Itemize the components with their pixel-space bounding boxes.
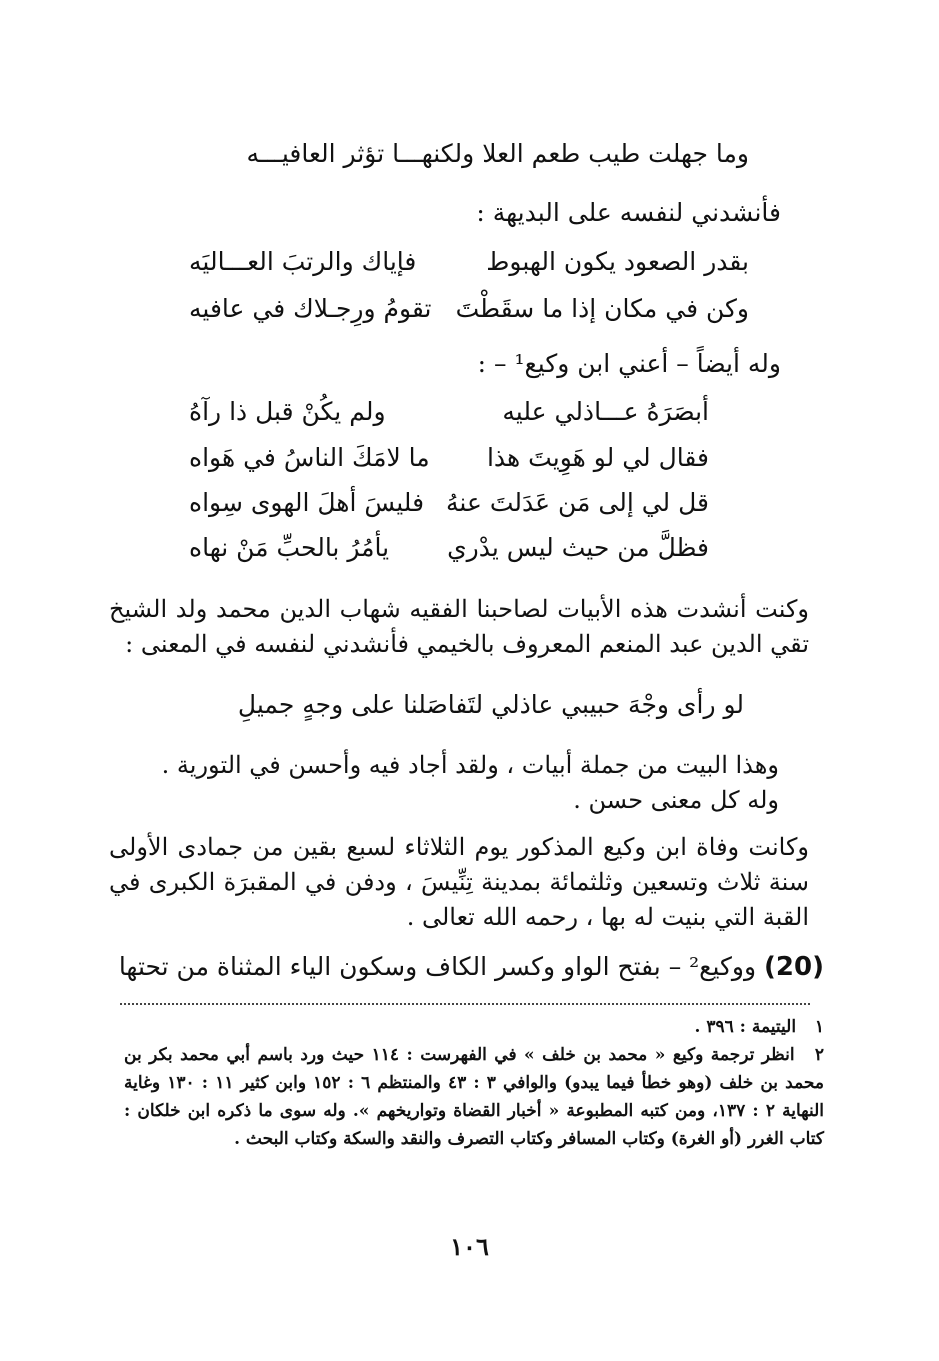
entry-number: (20) [764,952,824,982]
verse-hemistich-second: تقومُ ورِجـلاك في عافيه [189,294,432,323]
footnote-text: اليتيمة : ٣٩٦ . [694,1017,797,1037]
verse-hemistich-first: بقدر الصعود يكون الهبوط [486,247,749,276]
text-line: وله أيضاً – أعني ابن وكيع¹ – : [477,349,781,378]
verse-hemistich-first: وكن في مكان إذا ما سقَطْتَ [455,294,749,323]
paragraph: وكانت وفاة ابن وكيع المذكور يوم الثلاثاء لسبع بقين من جمادى الأولى سنة ثلاث وتسعين وثلثمائة بمدينة تِنِّيسَ ، ودفن في المقبرَة الكبرى في القبة التي بنيت له بها ، رحمه الله تعالى . [109,833,810,931]
verse-hemistich-second: فليسَ أهلَ الهوى سِواه [189,488,425,517]
verse [189,291,749,327]
footnote [124,1041,824,1153]
verse [189,440,709,476]
verse-hemistich-second: فإياك والرتبَ العـــاليَه [189,247,417,276]
verse-hemistich-second: ما لامَكَ الناسُ في هَواه [189,443,430,472]
footnote-number: ٢ [814,1045,825,1065]
verse-hemistich-second: يأمُرُ بالحبِّ مَنْ نهاه [189,533,390,562]
footnotes [124,1013,824,1153]
footnote [124,1013,824,1041]
verse [189,244,749,280]
text-line: فأنشدني لنفسه على البديهة : [476,198,781,227]
verse [189,530,709,566]
footnote-text: انظر ترجمة وكيع « محمد بن خلف » في الفهرست : ١١٤ حيث ورد باسم أبي محمد بكر بن محمد بن خلف (وهو خطأ فيما يبدو) والوافي ٣ : ٤٣ والمنتظم ٦ : ١٥٢ وابن كثير ١١ : ١٣٠ وغاية النهاية ٢ : ١٣٧، ومن كتبه المطبوعة « أخبار القضاة وتواريخهم ». وله سوى ما ذكره ابن خلكان : كتاب الغرر (أو الغرة) وكتاب المسافر وكتاب التصرف والنقد والسكة وكتاب البحث . [124,1045,825,1149]
verse-line-opening: وما جهلت طيب طعم العلا ولكنهـــا تؤثر العافيـــه [246,139,749,168]
footnote-separator [120,1003,810,1005]
footnote-number: ١ [814,1017,824,1037]
entry-text: ووكيع² – بفتح الواو وكسر الكاف وسكون الياء المثناة من تحتها [118,952,757,981]
verse-hemistich-first: قل لي إلى مَن عَدَلتَ عنهُ [446,488,709,517]
paragraph: وهذا البيت من جملة أبيات ، ولقد أجاد فيه وأحسن في التورية . وله كل معنى حسن . [161,751,779,814]
verse-hemistich-first: فظلَّ من حيث ليس يدْري [447,533,709,562]
verse [189,394,709,430]
verse-line-khaymi: لو رأى وجْهَ حبيبي عاذلي لتَفاصَلنا على وجهٍ جميلِ [237,690,744,719]
page-number: ١٠٦ [450,1232,489,1261]
verse-hemistich-first: فقال لي لو هَوِيتَ هذا [486,443,709,472]
verse-hemistich-second: ولم يكُنْ قبل ذا رآهُ [189,397,386,426]
entry-line [118,950,824,984]
paragraph: وكنت أنشدت هذه الأبيات لصاحبنا الفقيه شهاب الدين محمد ولد الشيخ تقي الدين عبد المنعم المعروف بالخيمي فأنشدني لنفسه في المعنى : [109,595,809,658]
verse [189,485,709,521]
verse-hemistich-first: أبصَرَهُ عـــاذلي عليه [502,397,709,426]
